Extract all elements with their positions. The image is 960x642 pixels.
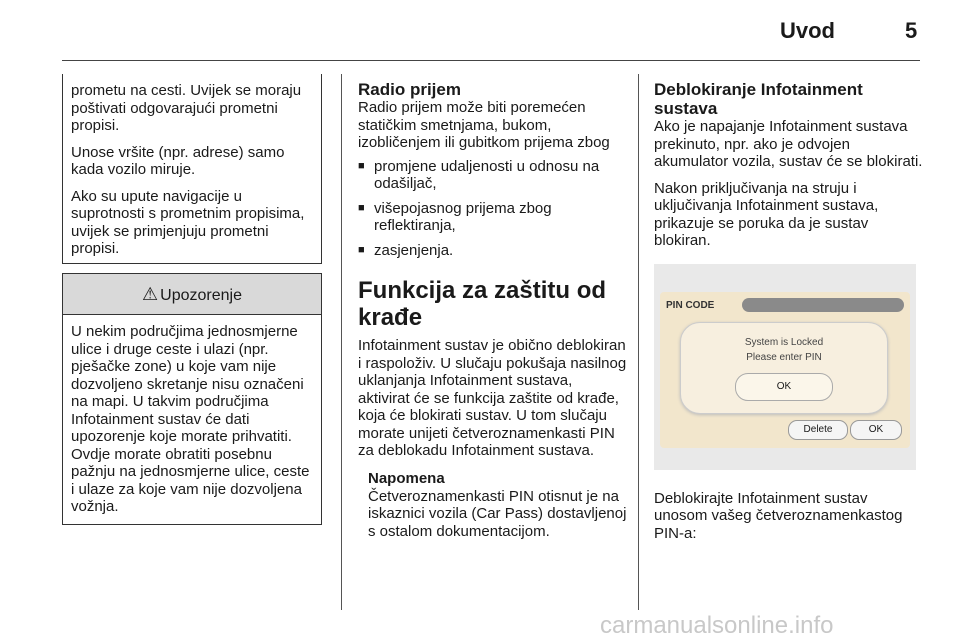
list-item: ■ zasjenjenja.: [358, 242, 628, 260]
ok-button: OK: [850, 420, 902, 440]
unlock-heading: Deblokiranje Infotainment sustava: [654, 80, 863, 118]
paragraph: Unose vršite (npr. adrese) samo kada vozilo miruje.: [71, 143, 285, 178]
dialog-ok-button: OK: [735, 373, 833, 401]
warning-body: [63, 315, 321, 524]
radio-intro: Radio prijem može biti poremećen statičkim smetnjama, bukom, izobličenjem ili gubitkom prijema zbog: [358, 99, 610, 151]
warning-header: [63, 274, 321, 315]
dialog-line-enter-pin: Please enter PIN: [746, 351, 822, 363]
list-item: ■ promjene udaljenosti u odnosu na odašiljač,: [358, 158, 628, 193]
warning-triangle-icon: ⚠: [142, 284, 159, 304]
locked-dialog: [680, 322, 888, 414]
page-section-title: Uvod: [780, 18, 835, 43]
warning-title: Upozorenje: [160, 287, 242, 304]
page-number: 5: [905, 18, 918, 43]
column-2: [358, 80, 628, 549]
radio-heading: Radio prijem: [358, 80, 461, 99]
paragraph: Nakon priključivanja na struju i uključivanja Infotainment sustava, prikazuje se poruka da je sustav blokiran.: [654, 179, 879, 249]
note-block: [368, 470, 628, 541]
warning-text: U nekim područjima jednosmjerne ulice i druge ceste i ulazi (npr. pješačke zone) u koje vam nije dozvoljeno skretanje nisu označeni na mapi. U takvim područjima Infotainment sustav će dati upozorenje koje morate prihvatiti. Ovdje morate obratiti posebnu pažnju na jednosmjerne ulice, ceste i ulaze za koje vam nije dozvoljena vožnja.: [71, 323, 310, 515]
header-divider: [62, 60, 920, 61]
pin-code-label: PIN CODE: [666, 299, 715, 311]
paragraph: prometu na cesti. Uvijek se moraju poštivati odgovarajući prometni propisi.: [71, 82, 302, 134]
pin-input-bar: [742, 298, 904, 312]
list-item: ■ višepojasnog prijema zbog reflektiranja,: [358, 200, 628, 235]
pin-screen-illustration: [654, 264, 916, 470]
watermark: carmanualsonline.info: [600, 612, 834, 639]
column-3: [654, 80, 924, 551]
dialog-line-locked: System is Locked: [744, 336, 824, 348]
column-divider-1: [341, 74, 342, 610]
note-title: Napomena: [368, 469, 445, 487]
navigation-notice-box: [62, 74, 322, 264]
theft-heading: Funkcija za zaštitu od krađe: [358, 277, 607, 331]
warning-box: [62, 273, 322, 525]
note-text: Četveroznamenkasti PIN otisnut je na iskaznici vozila (Car Pass) dostavljenoj s ostalom dokumentacijom.: [368, 487, 627, 540]
column-divider-2: [638, 74, 639, 610]
delete-button: Delete: [788, 420, 848, 440]
paragraph: Deblokirajte Infotainment sustav unosom vašeg četveroznamenkastog PIN-a:: [654, 489, 903, 542]
paragraph: Ako su upute navigacije u suprotnosti s prometnim propisima, uvijek se primjenjuju prometni propisi.: [71, 187, 305, 257]
paragraph: Ako je napajanje Infotainment sustava prekinuto, npr. ako je odvojen akumulator vozila, sustav će se blokirati.: [654, 118, 923, 170]
theft-text: Infotainment sustav je obično deblokiran i raspoloživ. U slučaju pokušaja nasilnog uklanjanja Infotainment sustava, aktivirat će se funkcija zaštite od krađe, koja će blokirati sustav. U tom slučaju morate unijeti četveroznamenkasti PIN za deblokadu Infotainment sustava.: [358, 337, 627, 459]
bullet-list: [358, 158, 628, 260]
